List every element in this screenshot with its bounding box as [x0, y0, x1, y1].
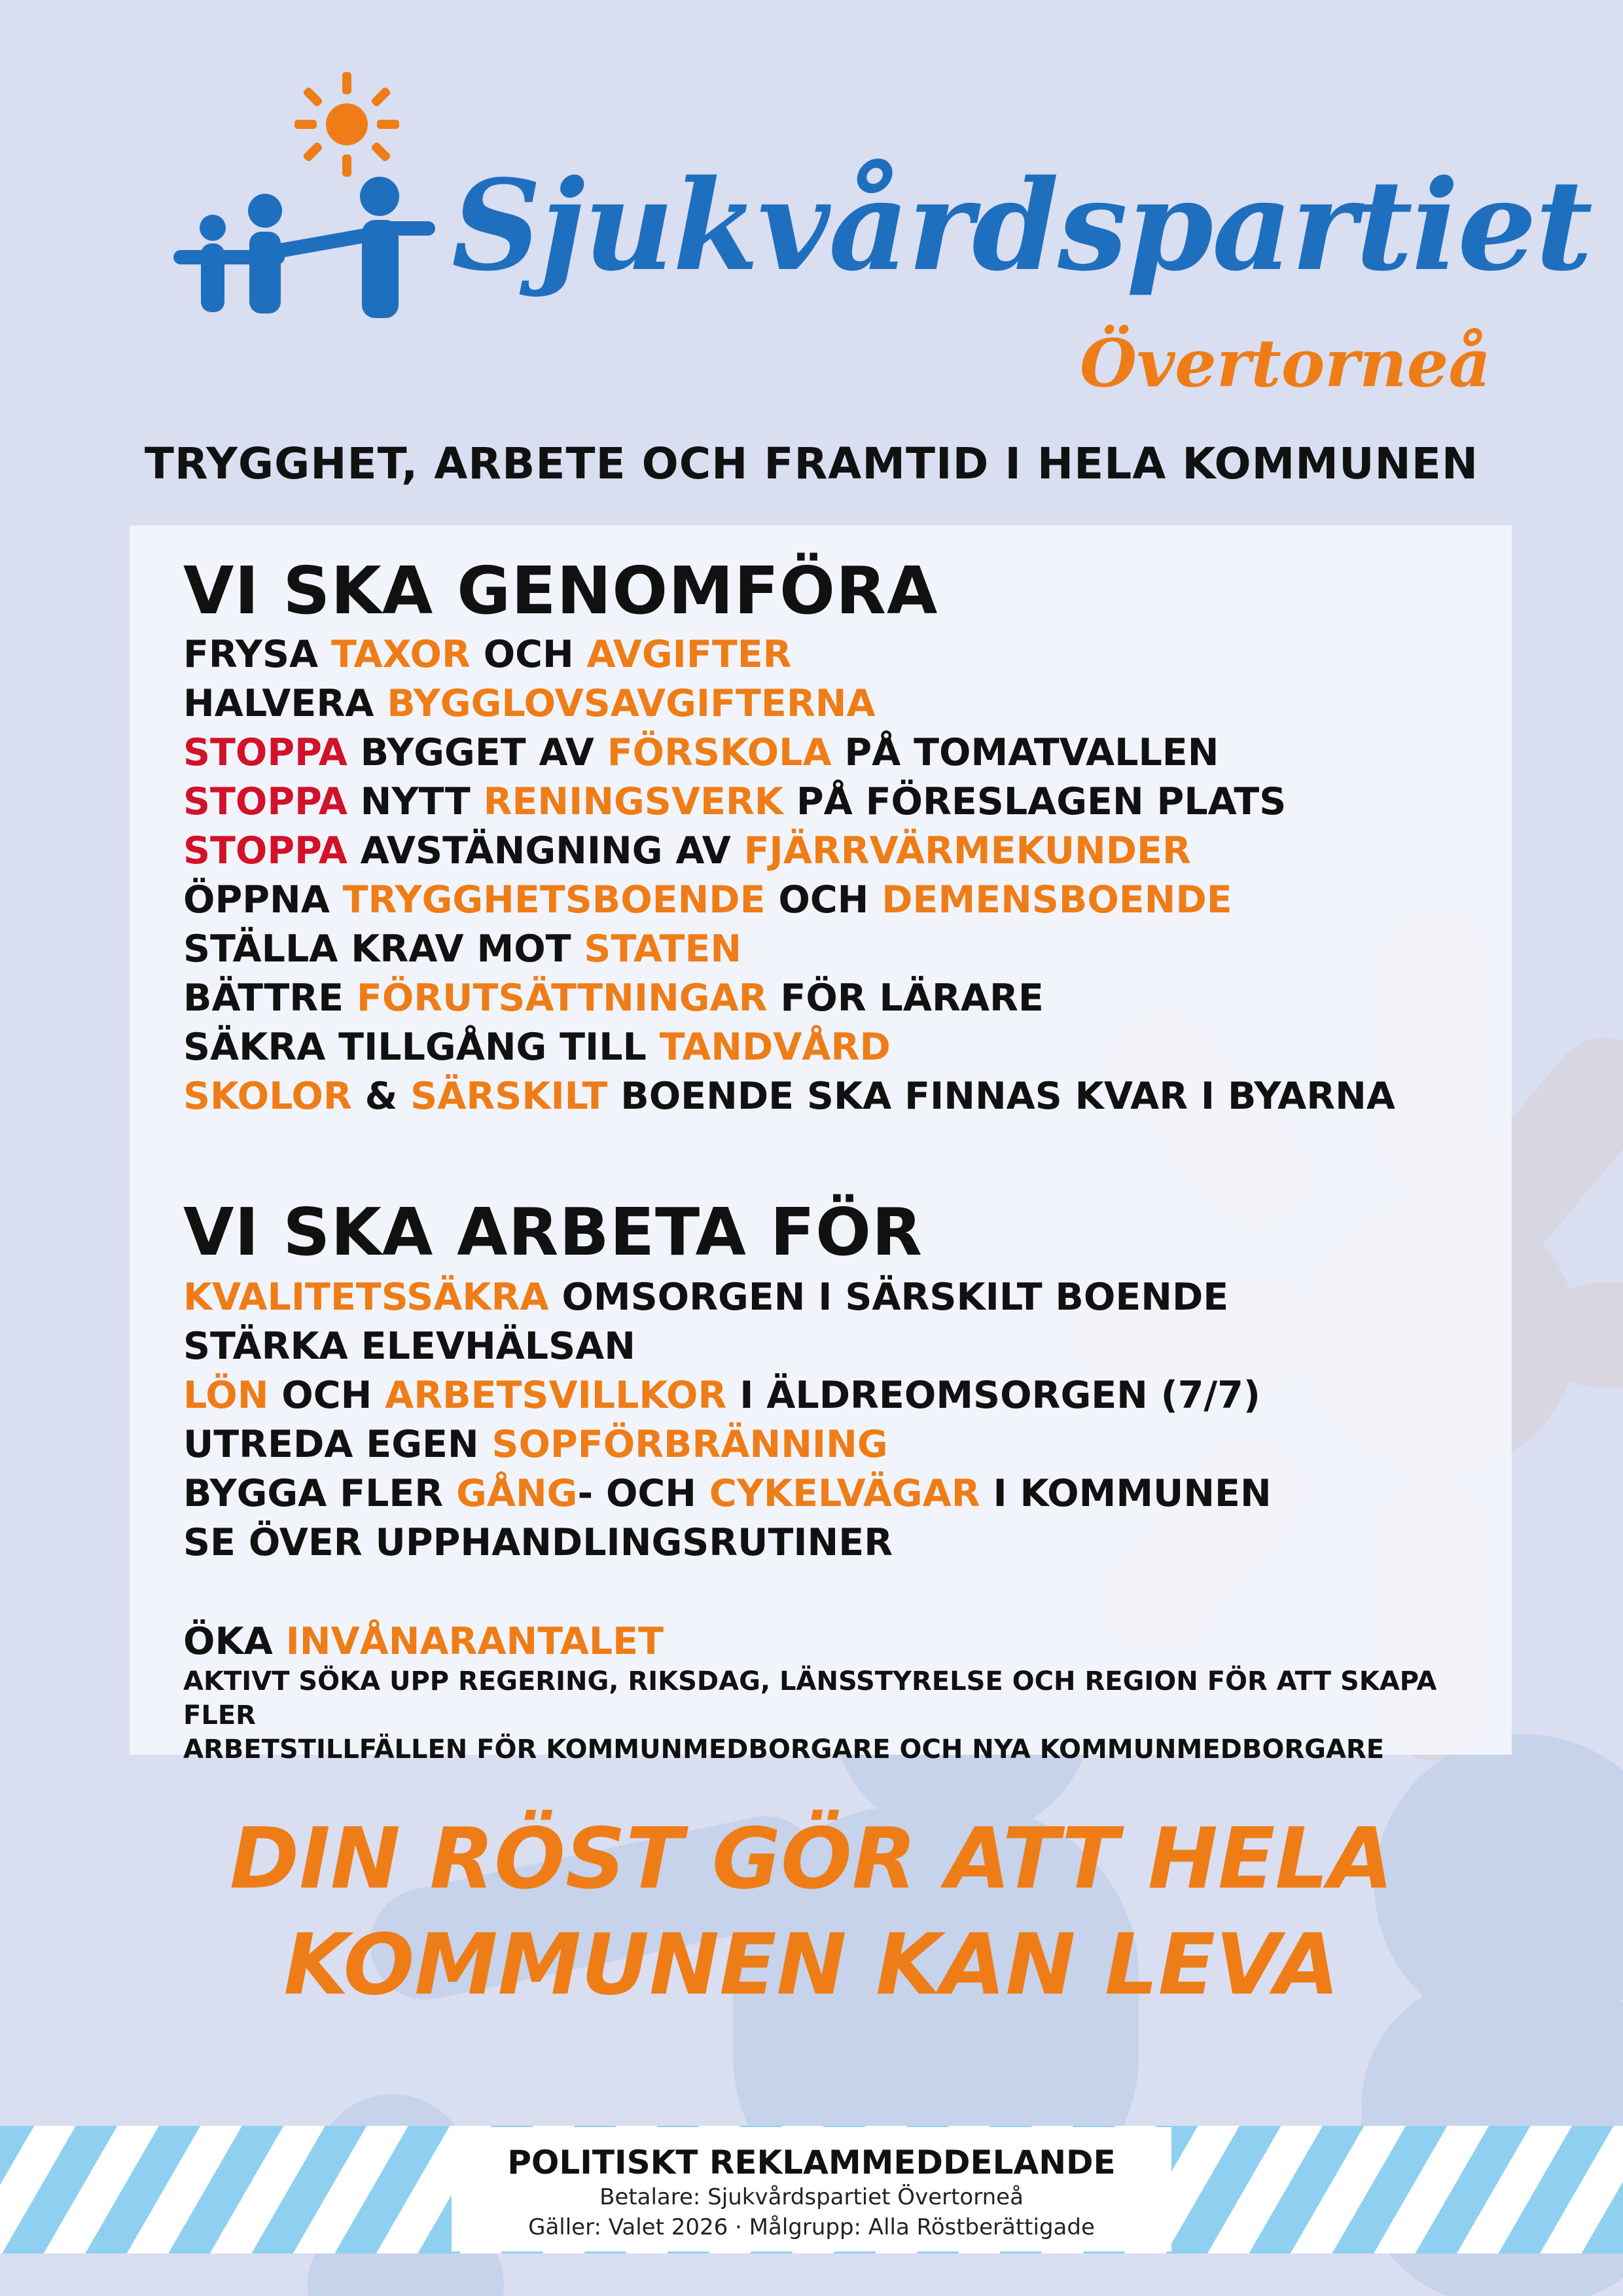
slogan-line: KOMMUNEN KAN LEVA [283, 1916, 1340, 2014]
header [0, 0, 1623, 419]
party-logo-icon [167, 72, 435, 321]
list-item-text: LÖN [183, 1374, 269, 1417]
sun-icon [294, 72, 399, 177]
list-item-text: STOPPA [183, 780, 348, 823]
list-item [183, 1023, 1395, 1072]
list-item-text: FÖRUTSÄTTNINGAR [356, 977, 768, 1020]
list-item-text: UTREDA EGEN [183, 1423, 492, 1466]
list-item [183, 1420, 1272, 1469]
list-item-text: I KOMMUNEN [980, 1472, 1272, 1515]
oka-description-line: AKTIVT SÖKA UPP REGERING, RIKSDAG, LÄNSSTYRELSE OCH REGION FÖR ATT SKAPA FLER [183, 1666, 1437, 1731]
list-item [183, 1072, 1395, 1121]
list-item [183, 974, 1395, 1023]
slogan-line: DIN RÖST GÖR ATT HELA [229, 1810, 1394, 1908]
list-item-text: OCH [470, 633, 587, 676]
list-item [183, 778, 1395, 827]
list-item-text: STÄLLA KRAV MOT [183, 927, 584, 971]
list-item-text: OCH [765, 878, 882, 922]
footer-title: POLITISKT REKLAMMEDDELANDE [507, 2144, 1116, 2181]
list-item-text: BYGGLOVSAVGIFTERNA [387, 682, 876, 725]
list-item-text: RENINGSVERK [483, 780, 783, 823]
list-item-text: FÖR LÄRARE [767, 977, 1044, 1020]
list-item [183, 1322, 1272, 1371]
list-item-text: DEMENSBOENDE [882, 878, 1232, 922]
list-item-text: BÄTTRE [183, 977, 357, 1020]
oka-description [183, 1664, 1479, 1767]
list-item-text: SOPFÖRBRÄNNING [491, 1423, 888, 1466]
content-panel [130, 526, 1512, 1765]
list-item-text: BYGGET AV [347, 731, 607, 774]
list-item-text: HALVERA [183, 682, 387, 725]
list-item-text: I ÄLDREOMSORGEN (7/7) [726, 1374, 1260, 1417]
oka-prefix: ÖKA [183, 1620, 286, 1663]
list-item-text: ÖPPNA [183, 878, 343, 922]
list-item-text: SÄKRA TILLGÅNG TILL [183, 1026, 660, 1069]
list-item [183, 1273, 1272, 1322]
oka-highlight: INVÅNARANTALET [285, 1620, 664, 1663]
list-item [183, 827, 1395, 876]
list-item [183, 1469, 1272, 1518]
list-item-text: - OCH [577, 1472, 709, 1515]
list-item-text: STÄRKA ELEVHÄLSAN [183, 1325, 635, 1368]
list-item-text: PÅ FÖRESLAGEN PLATS [783, 780, 1287, 823]
list-item [183, 876, 1395, 925]
list-item-text: & [351, 1075, 411, 1118]
party-region: Övertorneå [1080, 325, 1491, 402]
oka-invanarantalet [183, 1619, 664, 1664]
slogan [0, 1806, 1623, 2018]
list-item-text: SE ÖVER UPPHANDLINGSRUTINER [183, 1521, 893, 1564]
footer [452, 2127, 1171, 2251]
list-item-text: STATEN [584, 927, 742, 971]
list-item-text: AVGIFTER [586, 633, 792, 676]
list-item-text: ARBETSVILLKOR [385, 1374, 727, 1417]
list-item-text: BOENDE SKA FINNAS KVAR I BYARNA [607, 1075, 1395, 1118]
list-item-text: SKOLOR [183, 1075, 352, 1118]
list-item [183, 925, 1395, 974]
list-item-text: CYKELVÄGAR [709, 1472, 980, 1515]
list-item-text: OMSORGEN I SÄRSKILT BOENDE [548, 1276, 1229, 1319]
list-item-text: STOPPA [183, 829, 348, 872]
list-item-text: SÄRSKILT [410, 1075, 608, 1118]
list-item-text: GÅNG [456, 1472, 578, 1515]
list-item-text: NYTT [347, 780, 484, 823]
section-heading-genomfora: VI SKA GENOMFÖRA [183, 552, 938, 629]
footer-payer: Betalare: Sjukvårdspartiet Övertorneå [599, 2184, 1024, 2210]
list-item-text: KVALITETSSÄKRA [183, 1276, 549, 1319]
oka-description-line: ARBETSTILLFÄLLEN FÖR KOMMUNMEDBORGARE OCH NYA KOMMUNMEDBORGARE [183, 1734, 1385, 1765]
list-item-text: PÅ TOMATVALLEN [831, 731, 1219, 774]
list-item-text: FJÄRRVÄRMEKUNDER [743, 829, 1191, 872]
section-heading-arbeta: VI SKA ARBETA FÖR [183, 1194, 923, 1270]
tagline: TRYGGHET, ARBETE OCH FRAMTID I HELA KOMMUNEN [144, 439, 1479, 489]
list-item [183, 728, 1395, 778]
list-item-text: BYGGA FLER [183, 1472, 457, 1515]
list-item [183, 679, 1395, 728]
list-item-text: STOPPA [183, 731, 348, 774]
genomfora-list [183, 630, 1395, 1121]
list-item-text: TRYGGHETSBOENDE [342, 878, 766, 922]
party-name: Sjukvårdspartiet [452, 152, 1592, 298]
footer-scope: Gäller: Valet 2026 · Målgrupp: Alla Röstberättigade [528, 2214, 1095, 2240]
list-item-text: AVSTÄNGNING AV [347, 829, 744, 872]
list-item [183, 630, 1395, 679]
list-item-text: TAXOR [331, 633, 471, 676]
arbeta-list [183, 1273, 1272, 1568]
list-item [183, 1371, 1272, 1420]
list-item-text: OCH [268, 1374, 385, 1417]
list-item-text: FRYSA [183, 633, 331, 676]
list-item [183, 1518, 1272, 1568]
list-item-text: TANDVÅRD [659, 1026, 891, 1069]
list-item-text: FÖRSKOLA [607, 731, 832, 774]
people-icon [173, 177, 435, 318]
